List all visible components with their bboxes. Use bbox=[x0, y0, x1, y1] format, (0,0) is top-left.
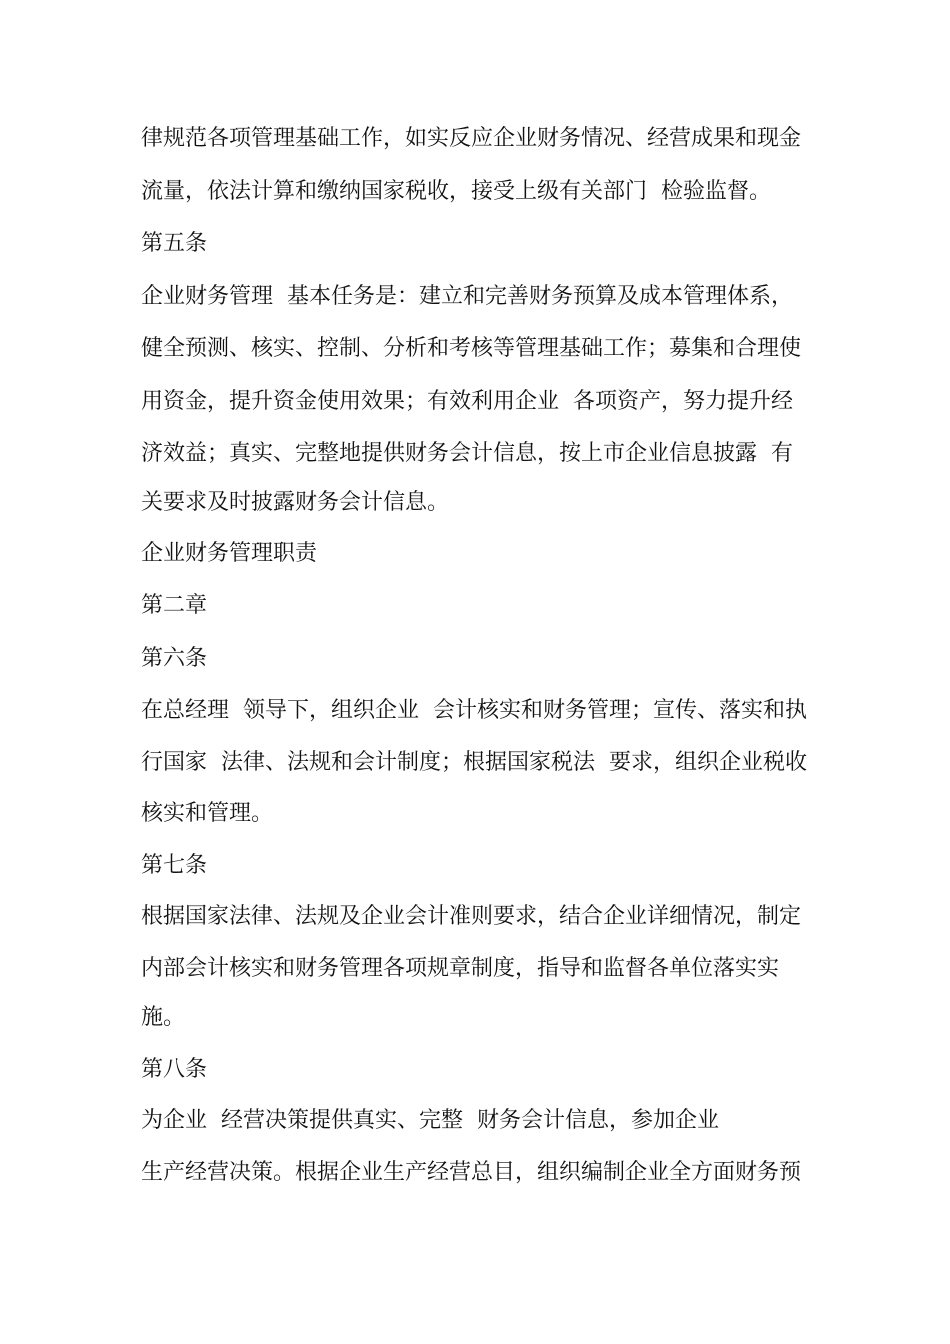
text-line: 流量，依法计算和缴纳国家税收，接受上级有关部门 检验监督。 bbox=[141, 179, 771, 204]
article-heading: 第八条 bbox=[141, 1057, 208, 1082]
chapter-heading: 第二章 bbox=[141, 593, 208, 618]
text-line: 企业财务管理 基本任务是：建立和完善财务预算及成本管理体系， bbox=[141, 284, 793, 309]
text-line: 内部会计核实和财务管理各项规章制度，指导和监督各单位落实实 bbox=[141, 956, 780, 981]
text-line: 关要求及时披露财务会计信息。 bbox=[141, 490, 450, 515]
text-line: 施。 bbox=[141, 1005, 186, 1030]
text-line: 用资金，提升资金使用效果；有效利用企业 各项资产，努力提升经 bbox=[141, 389, 793, 414]
text-line: 为企业 经营决策提供真实、完整 财务会计信息，参加企业 bbox=[141, 1108, 719, 1133]
section-heading: 企业财务管理职责 bbox=[141, 541, 318, 566]
article-heading: 第七条 bbox=[141, 853, 208, 878]
text-line: 济效益；真实、完整地提供财务会计信息，按上市企业信息披露 有 bbox=[141, 441, 793, 466]
text-line: 健全预测、核实、控制、分析和考核等管理基础工作；募集和合理使 bbox=[141, 336, 802, 361]
text-line: 根据国家法律、法规及企业会计准则要求，结合企业详细情况，制定 bbox=[141, 904, 802, 929]
text-line: 行国家 法律、法规和会计制度；根据国家税法 要求，组织企业税收 bbox=[141, 750, 807, 775]
article-heading: 第六条 bbox=[141, 646, 208, 671]
text-line: 生产经营决策。根据企业生产经营总目，组织编制企业全方面财务预 bbox=[141, 1160, 802, 1185]
article-heading: 第五条 bbox=[141, 231, 208, 256]
text-line: 核实和管理。 bbox=[141, 801, 274, 826]
text-line: 在总经理 领导下，组织企业 会计核实和财务管理；宣传、落实和执 bbox=[141, 698, 807, 723]
text-line: 律规范各项管理基础工作，如实反应企业财务情况、经营成果和现金 bbox=[141, 126, 802, 151]
